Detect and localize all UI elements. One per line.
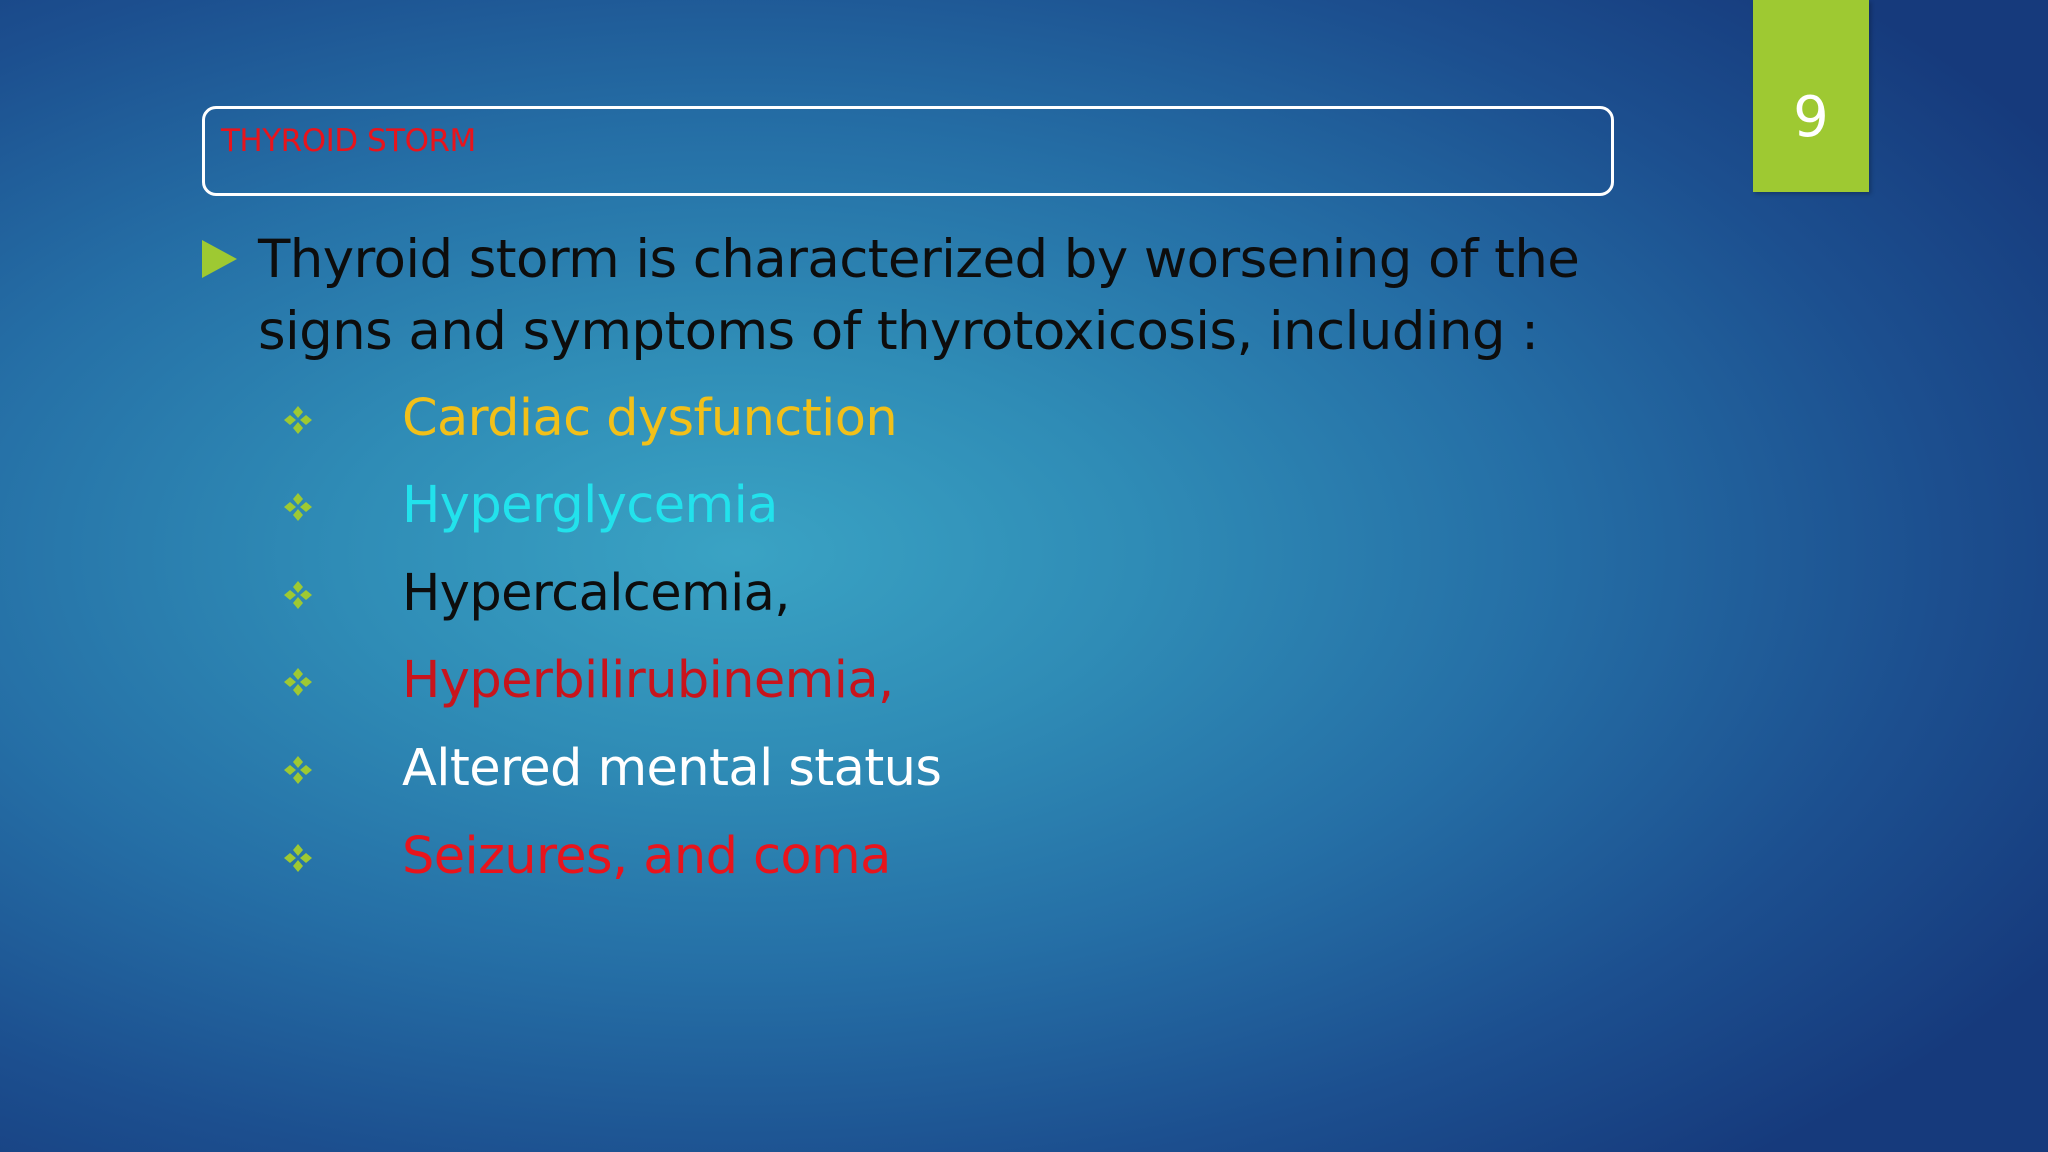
list-item: [278, 646, 1478, 716]
list-item: [278, 559, 1478, 629]
four-diamond-bullet-icon: [282, 404, 314, 436]
list-item: [278, 734, 1478, 804]
list-item: [278, 822, 1478, 892]
four-diamond-bullet-icon: [282, 754, 314, 786]
triangle-bullet-icon: [202, 240, 237, 278]
main-bullet-text: Thyroid storm is characterized by worsening of the signs and symptoms of thyrotoxicosis, including :: [258, 229, 1580, 362]
four-diamond-bullet-icon: [282, 579, 314, 611]
four-diamond-bullet-icon: [282, 666, 314, 698]
list-item-label: Hypercalcemia,: [402, 564, 790, 623]
title-box: [202, 106, 1614, 196]
page-number: 9: [1793, 85, 1829, 150]
list-item-label: Cardiac dysfunction: [402, 389, 898, 448]
list-item-label: Hyperglycemia: [402, 476, 778, 535]
four-diamond-bullet-icon: [282, 491, 314, 523]
four-diamond-bullet-icon: [282, 842, 314, 874]
page-number-badge: [1753, 0, 1869, 192]
list-item-label: Seizures, and coma: [402, 827, 891, 886]
list-item: [278, 471, 1478, 541]
list-item: [278, 384, 1478, 454]
list-item-label: Hyperbilirubinemia,: [402, 651, 894, 710]
slide-title: THYROID STORM: [221, 123, 476, 159]
list-item-label: Altered mental status: [402, 739, 942, 798]
